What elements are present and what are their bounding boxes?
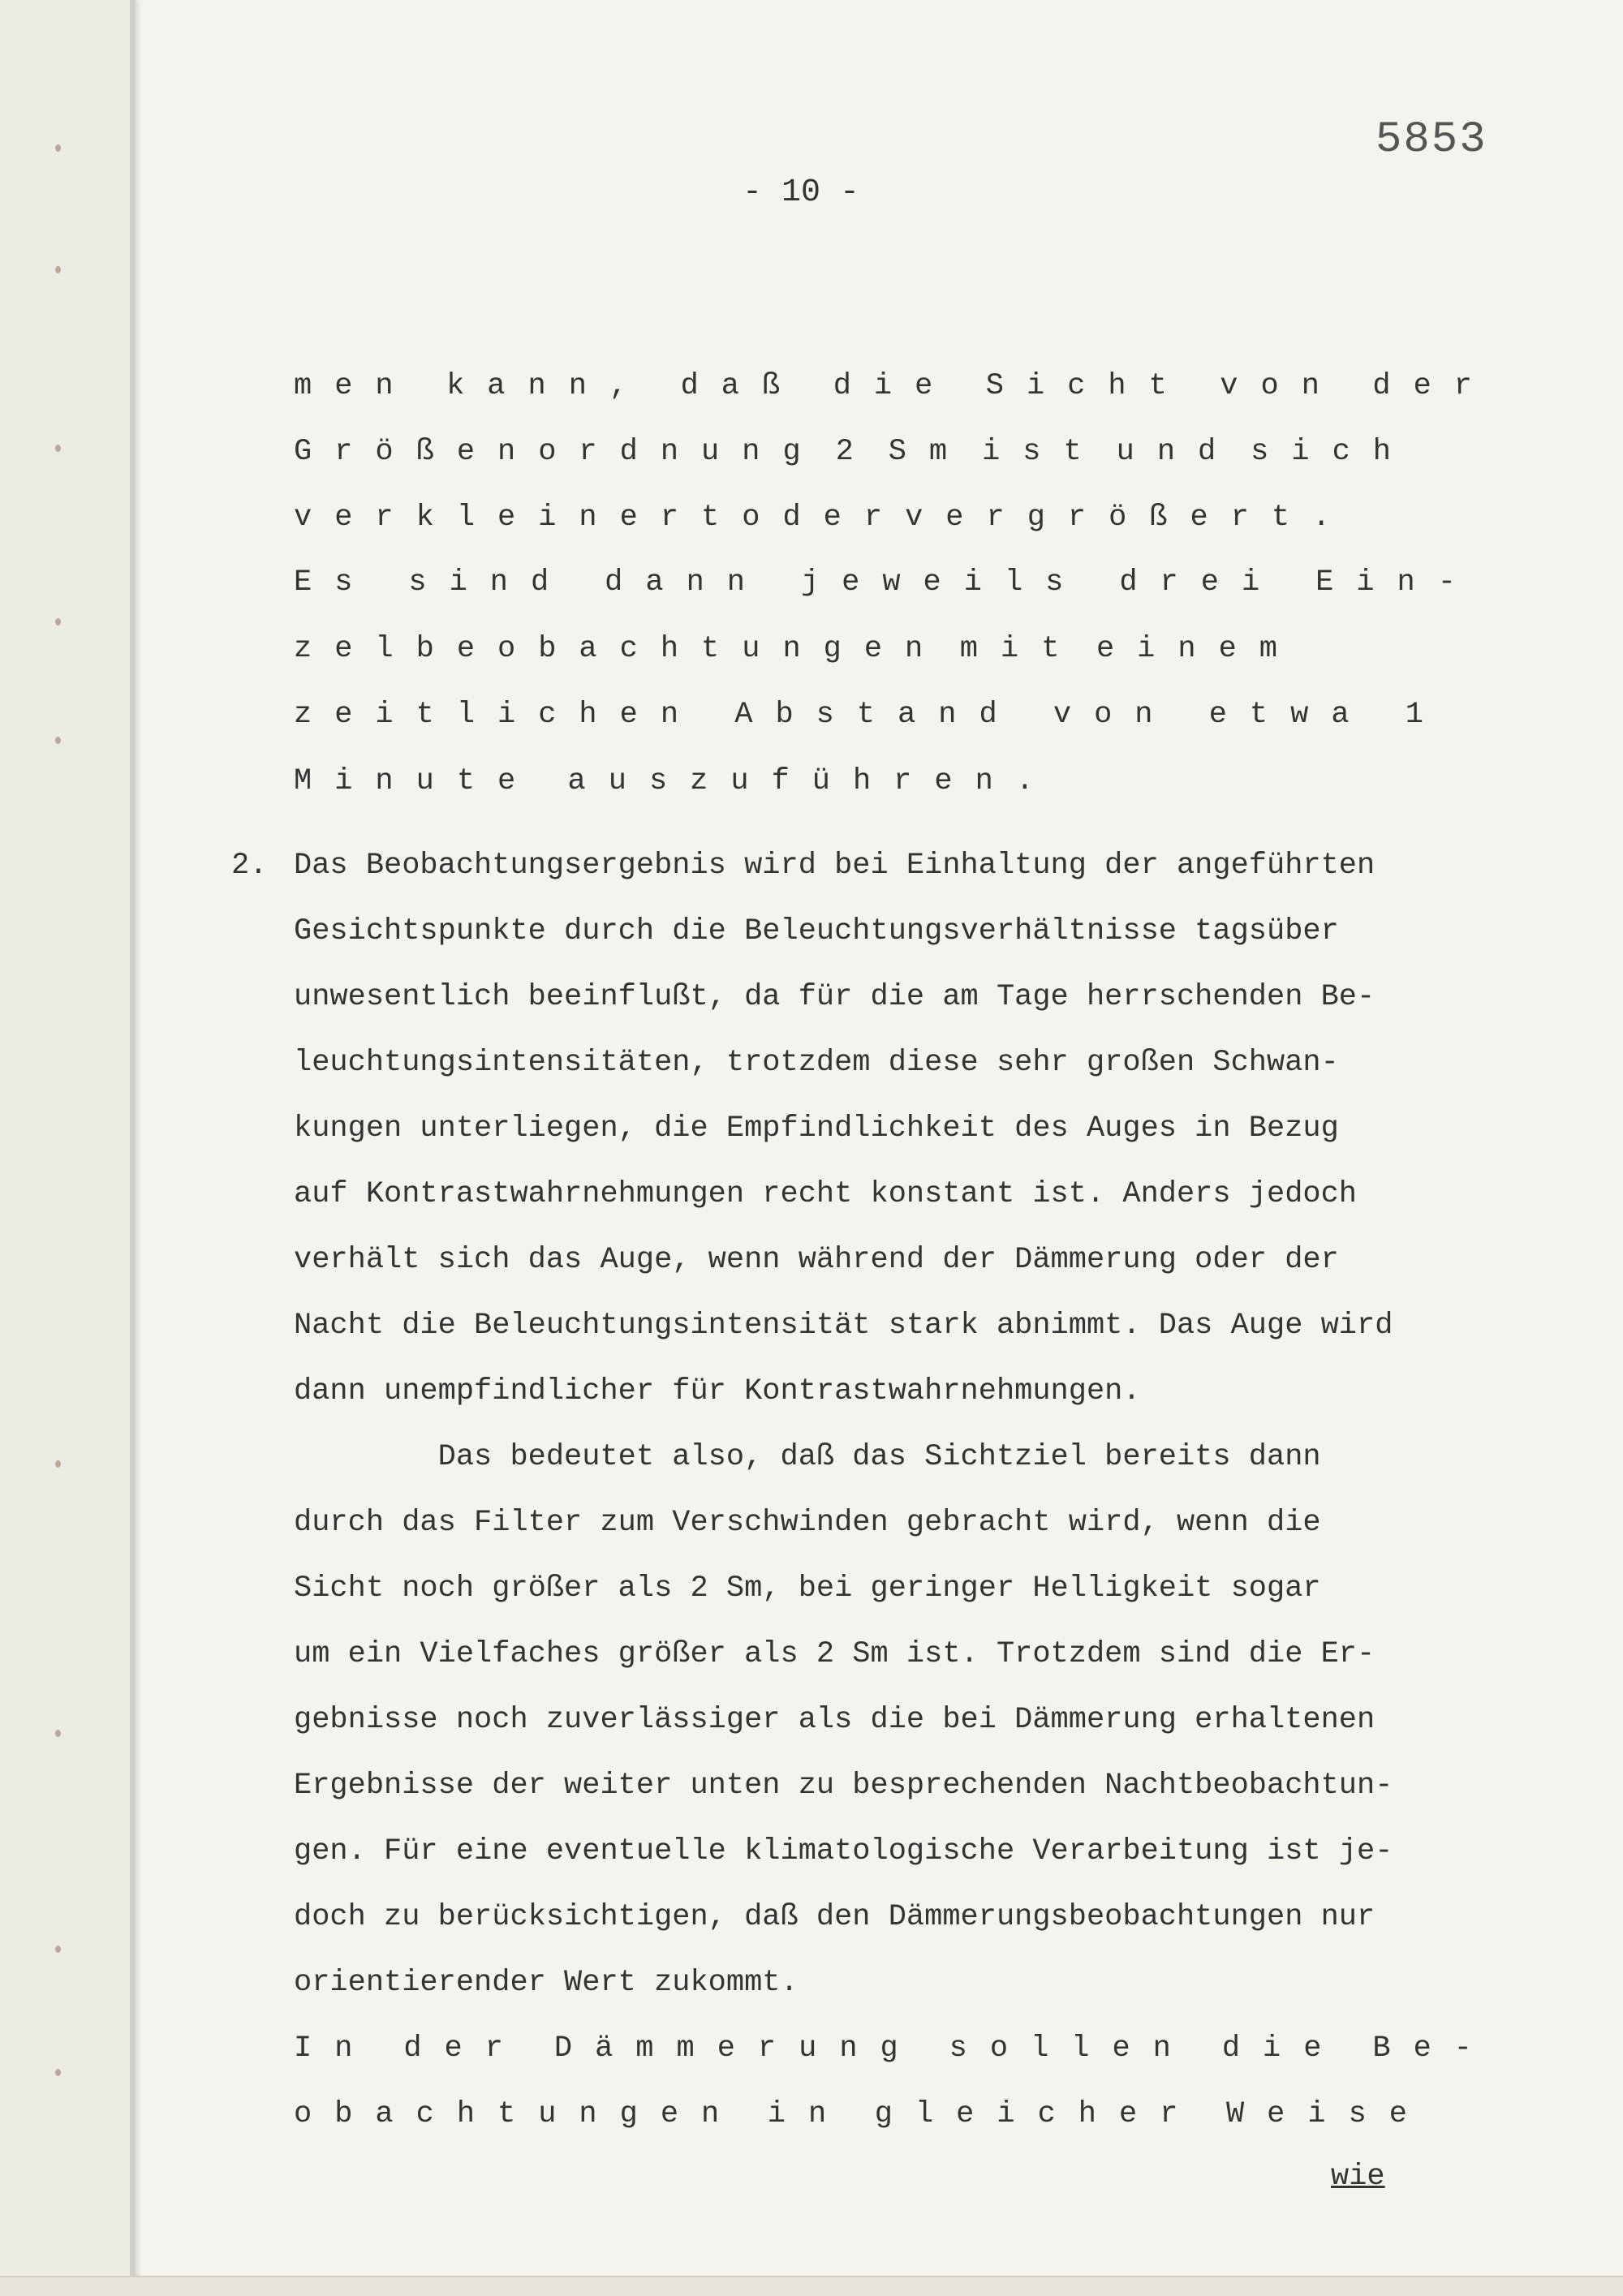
spaced-word: Größenordnung (294, 435, 824, 469)
spaced-word: Be- (1372, 2032, 1495, 2066)
spaced-word: Minute (294, 764, 539, 798)
spaced-word: obachtungen (294, 2097, 743, 2131)
text-line: kungen unterliegen, die Empfindlichkeit des Auges in Bezug (294, 1111, 1339, 1146)
spaced-word: mit (959, 632, 1083, 666)
spaced-word: sich (1251, 435, 1414, 469)
spaced-word: von (1053, 698, 1176, 732)
spaced-word: gleicher (874, 2097, 1201, 2131)
binding-strip (0, 0, 136, 2294)
text-line: um ein Vielfaches größer als 2 Sm ist. Trotzdem sind die Er- (294, 1637, 1375, 1671)
spaced-word: 2 (835, 435, 876, 469)
spaced-word: Dämmerung (553, 2032, 921, 2066)
spaced-word: die (833, 369, 956, 403)
punch-mark (55, 737, 61, 744)
spaced-word: der (403, 2032, 526, 2066)
catchword: wie (1331, 2160, 1385, 2194)
spaced-word: jeweils (800, 565, 1087, 600)
spaced-word: einem (1096, 632, 1300, 666)
spaced-line (294, 764, 1057, 798)
spaced-line (294, 435, 1414, 469)
spaced-word: sollen (949, 2032, 1194, 2066)
spaced-word: Ein- (1315, 565, 1479, 600)
spaced-line (294, 2032, 1495, 2066)
text-line: auf Kontrastwahrnehmungen recht konstant ist. Anders jedoch (294, 1177, 1358, 1211)
spaced-word: Weise (1225, 2097, 1430, 2131)
spaced-word: 1 (1405, 698, 1446, 732)
punch-mark (55, 144, 61, 152)
text-line: durch das Filter zum Verschwinden gebracht wird, wenn die (294, 1506, 1321, 1540)
spaced-line (294, 369, 1495, 403)
punch-mark (55, 1946, 61, 1953)
spaced-word: Sicht (985, 369, 1190, 403)
spaced-word: oder (742, 501, 906, 535)
spaced-line (294, 2097, 1430, 2131)
spaced-word: Sm (888, 435, 971, 469)
list-item-number: 2. (231, 849, 268, 883)
text-line: doch zu berücksichtigen, daß den Dämmerungsbeobachtungen nur (294, 1900, 1375, 1934)
spaced-word: etwa (1208, 698, 1372, 732)
text-line: Gesichtspunkte durch die Beleuchtungsverhältnisse tagsüber (294, 914, 1339, 948)
punch-mark (55, 445, 61, 452)
spaced-line (294, 501, 1354, 535)
text-line: orientierender Wert zukommt. (294, 1966, 799, 2000)
text-line: gen. Für eine eventuelle klimatologische Verarbeitung ist je- (294, 1834, 1393, 1868)
page-bottom-edge (0, 2276, 1623, 2296)
spaced-word: zeitlichen (294, 698, 702, 732)
stamped-page-number: 5853 (1375, 115, 1487, 165)
spaced-word: Es (294, 565, 376, 600)
spaced-word: ist (982, 435, 1104, 469)
text-line: unwesentlich beeinflußt, da für die am Tage herrschenden Be- (294, 980, 1375, 1014)
spaced-word: men (294, 369, 416, 403)
spaced-word: vergrößert. (905, 501, 1354, 535)
spaced-word: Abstand (734, 698, 1020, 732)
text-line: Das bedeutet also, daß das Sichtziel bereits dann (294, 1440, 1321, 1474)
spaced-word: in (767, 2097, 850, 2131)
punch-mark (55, 1730, 61, 1737)
spaced-word: und (1116, 435, 1239, 469)
text-line: Sicht noch größer als 2 Sm, bei geringer Helligkeit sogar (294, 1572, 1321, 1606)
text-line: dann unempfindlicher für Kontrastwahrnehmungen. (294, 1374, 1141, 1408)
text-line: leuchtungsintensitäten, trotzdem diese sehr großen Schwan- (294, 1046, 1339, 1080)
punch-mark (55, 618, 61, 626)
spaced-line (294, 698, 1446, 732)
spaced-word: die (1221, 2032, 1345, 2066)
text-line: Ergebnisse der weiter unten zu besprechenden Nachtbeobachtun- (294, 1769, 1393, 1803)
punch-mark (55, 2069, 61, 2076)
spaced-word: drei (1119, 565, 1283, 600)
text-line: Das Beobachtungsergebnis wird bei Einhaltung der angeführten (294, 849, 1375, 883)
spaced-line (294, 632, 1300, 666)
punch-mark (55, 266, 61, 273)
spaced-word: daß (680, 369, 803, 403)
punch-mark (55, 1460, 61, 1468)
text-line: verhält sich das Auge, wenn während der Dämmerung oder der (294, 1243, 1339, 1277)
spaced-word: verkleinert (294, 501, 743, 535)
spaced-word: dann (605, 565, 768, 600)
text-line: gebnisse noch zuverlässiger als die bei Dämmerung erhaltenen (294, 1703, 1375, 1737)
spaced-line (294, 565, 1479, 600)
spaced-word: kann, (446, 369, 651, 403)
spaced-word: zelbeobachtungen (294, 632, 946, 666)
folio-number: - 10 - (743, 174, 860, 211)
spaced-word: sind (408, 565, 572, 600)
text-line: Nacht die Beleuchtungsintensität stark abnimmt. Das Auge wird (294, 1309, 1393, 1343)
spaced-word: von (1220, 369, 1342, 403)
spaced-word: In (294, 2032, 376, 2066)
spaced-word: auszuführen. (567, 764, 1057, 798)
spaced-word: der (1372, 369, 1495, 403)
